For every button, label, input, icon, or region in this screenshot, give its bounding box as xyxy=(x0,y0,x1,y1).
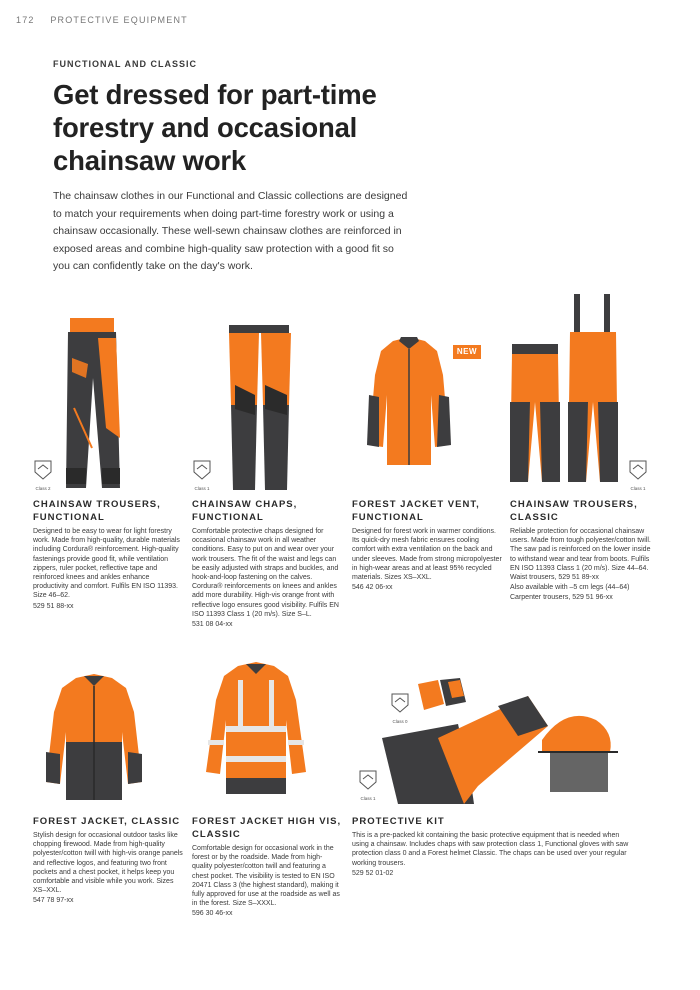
product-description: Comfortable design for occasional work in the forest or by the roadside. Made from high-quality polyester/cotton twill and featuring a chest pocket. The visibility is tested to EN ISO 20471 Class 3 (the highest standard), making it fully approved for use at the roadside as well as in the forest. Size S–XXXL. xyxy=(192,845,340,908)
product-code: 596 30 46-xx xyxy=(192,910,233,918)
product-code: 529 51 88-xx xyxy=(33,602,74,610)
product-code: 546 42 06-xx xyxy=(352,584,393,592)
product-name-line-2: CLASSIC xyxy=(192,829,241,840)
class-1-label: Class 1 xyxy=(630,486,646,491)
product-name xyxy=(33,498,183,524)
page-number: 172 xyxy=(16,15,35,25)
product-card xyxy=(510,498,655,603)
product-code: 529 52 01-02 xyxy=(352,869,394,877)
product-name-line-1: CHAINSAW TROUSERS, xyxy=(33,499,161,510)
product-description: Designed to be easy to wear for light forestry work. Made from high-quality, durable materials including Cordura® reinforcement. High-quality fastenings provide good fit, while ventilation zippers, ruler pocket, reflective tape and reinforced knees and ankles enhance productivity and comfort. Fulfils EN ISO 11393. Size 46–62. xyxy=(33,528,180,600)
product-name-line-1: FOREST JACKET VENT, xyxy=(352,499,480,510)
intro-paragraph: The chainsaw clothes in our Functional and Classic collections are designed to match your requirements when doing part-time forestry work or using a chainsaw occasionally. These well-sewn chainsaw clothes are reinforced in exposed areas and combine high-quality saw protection with a good fit so you can confidently take on the day's work. xyxy=(53,190,408,272)
product-name-line-2: FUNCTIONAL xyxy=(352,512,424,523)
product-description: Designed for forest work in warmer conditions. Its quick-dry mesh fabric ensures cooling comfort with extra ventilation on the back and under sleeves. Made from strong micropolyester in high-wear areas and at least 95% recycled materials. Sizes XS–XXL. xyxy=(352,528,502,582)
product-variant: Carpenter trousers, 529 51 96-xx xyxy=(510,594,613,602)
product-card xyxy=(33,815,183,906)
class-0-label: Class 0 xyxy=(392,719,408,724)
section-title: PROTECTIVE EQUIPMENT xyxy=(50,15,188,25)
class-1-icon xyxy=(628,460,648,491)
product-name-line-2: FUNCTIONAL xyxy=(33,512,105,523)
class-2-icon xyxy=(33,460,53,491)
product-description: Reliable protection for occasional chainsaw users. Made from tough polyester/cotton twill. The saw pad is reinforced on the lower inside to withstand wear and tear from boots. Fulfils EN ISO 11393 Class 1 (20 m/s). Size 44–64. xyxy=(510,528,651,572)
headline-line-2: forestry and occasional xyxy=(53,112,358,143)
product-name-line-2: CLASSIC xyxy=(510,512,559,523)
product-name-line-1: FOREST JACKET, CLASSIC xyxy=(33,816,181,827)
product-name xyxy=(352,815,632,828)
class-0-icon xyxy=(390,693,410,724)
chainsaw-trousers-classic-image xyxy=(508,292,623,487)
product-card xyxy=(192,815,342,919)
forest-jacket-high-vis-image xyxy=(200,660,312,800)
product-card xyxy=(33,498,183,611)
chainsaw-chaps-functional-image xyxy=(225,325,295,490)
class-2-label: Class 2 xyxy=(35,486,51,491)
product-variant: Waist trousers, 529 51 89-xx xyxy=(510,574,599,582)
product-code: 531 08 04-xx xyxy=(192,621,233,629)
product-card xyxy=(192,498,342,629)
kicker: FUNCTIONAL AND CLASSIC xyxy=(53,59,197,69)
product-description: This is a pre-packed kit containing the basic protective equipment that is needed when using a chainsaw. Includes chaps with saw protection class 1, Functional gloves with saw protection class 0 and a Forest helmet Classic. The chaps can be used over your regular working trousers. xyxy=(352,832,629,867)
product-name xyxy=(192,815,342,841)
class-1-icon xyxy=(358,770,378,801)
forest-jacket-vent-image xyxy=(357,335,462,475)
product-name xyxy=(510,498,655,524)
running-header xyxy=(16,15,188,25)
product-name-line-1: FOREST JACKET HIGH VIS, xyxy=(192,816,342,827)
product-card xyxy=(352,498,502,592)
forest-jacket-classic-image xyxy=(38,672,150,804)
product-code: 547 78 97-xx xyxy=(33,897,74,905)
product-name xyxy=(192,498,342,524)
product-name-line-1: PROTECTIVE KIT xyxy=(352,816,445,827)
new-badge: NEW xyxy=(453,345,481,359)
headline-line-3: chainsaw work xyxy=(53,145,247,176)
chainsaw-trousers-functional-image xyxy=(60,318,135,488)
headline-line-1: Get dressed for part-time xyxy=(53,79,377,110)
product-name-line-1: CHAINSAW TROUSERS, xyxy=(510,499,638,510)
product-card xyxy=(352,815,632,878)
product-name-line-1: CHAINSAW CHAPS, xyxy=(192,499,298,510)
class-1-label: Class 1 xyxy=(194,486,210,491)
class-1-icon xyxy=(192,460,212,491)
product-name xyxy=(33,815,183,828)
class-1-label: Class 1 xyxy=(360,796,376,801)
product-name-line-2: FUNCTIONAL xyxy=(192,512,264,523)
product-name xyxy=(352,498,502,524)
protective-kit-image xyxy=(378,676,628,806)
product-description: Comfortable protective chaps designed for occasional chainsaw work in all weather conditions. Easy to put on and wear over your work trousers. The fit of the waist and legs can be easily adjusted with straps and buckles, and hook-and-loop fastening on the calves. Cordura® reinforcements on knees and ankles add more durability. High-vis orange front with reflective logo ensures good visibility. Fulfils EN ISO 11393 Class 1 (20 m/s). Size S–L. xyxy=(192,528,339,618)
page-headline xyxy=(53,78,413,177)
product-variant: Also available with –5 cm legs (44–64) xyxy=(510,584,630,592)
product-description: Stylish design for occasional outdoor tasks like chopping firewood. Made from high-quality polyester/cotton twill with high-vis orange panels and reflective logos, and featuring two front pockets and a chest pocket, it helps keep you comfortable and visible while you work. Sizes XS–XXL. xyxy=(33,832,183,895)
